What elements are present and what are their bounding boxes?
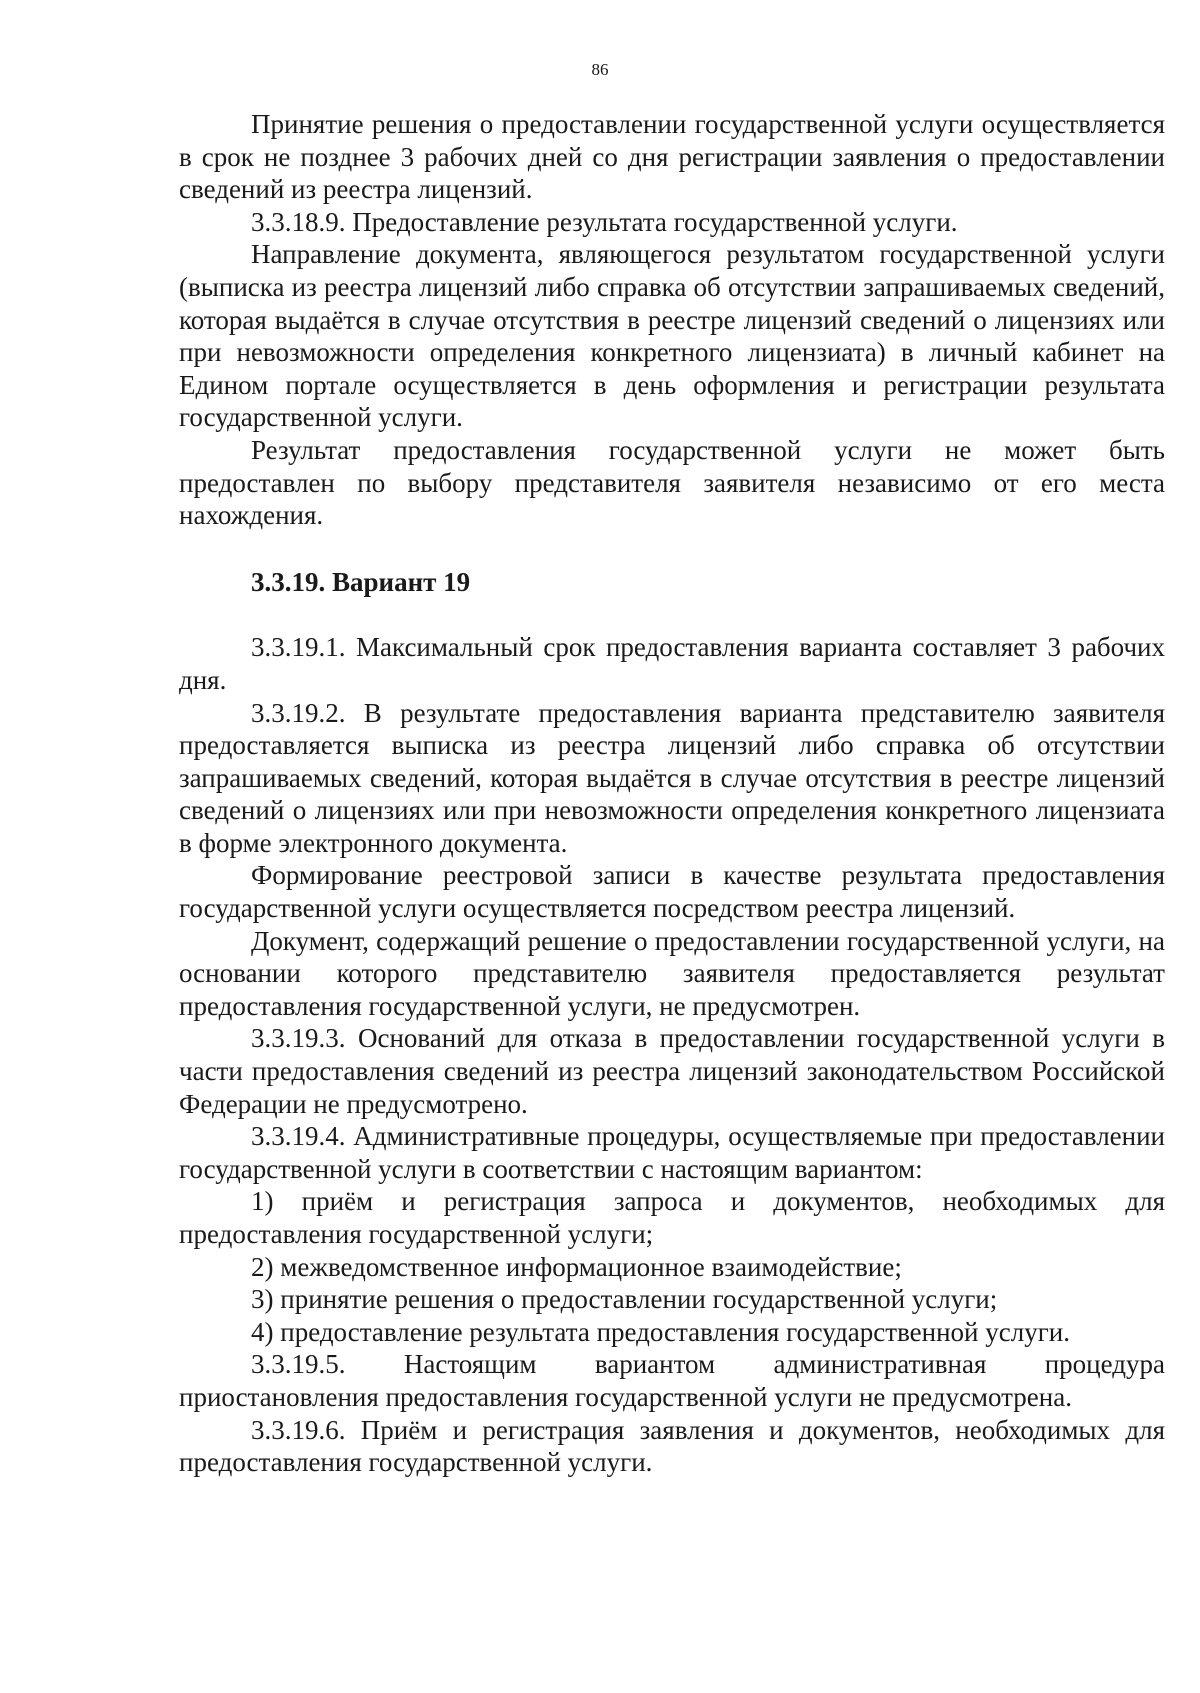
list-item: 2) межведомственное информационное взаимодействие; — [251, 1251, 902, 1282]
section-heading: 3.3.19. Вариант 19 — [251, 566, 471, 597]
paragraph: 3.3.19.3. Оснований для отказа в предоставлении государственной услуги в части предоставления сведений из реестра лицензий законодательством Российской Федерации не предусмотрено. — [179, 1023, 1165, 1119]
subsection-title: 3.3.18.9. Предоставление результата государственной услуги. — [251, 206, 958, 237]
paragraph: 3.3.19.1. Максимальный срок предоставления варианта составляет 3 рабочих дня. — [179, 632, 1165, 695]
paragraph: Формирование реестровой записи в качестве результата предоставления государственной услуги осуществляется посредством реестра лицензий. — [179, 860, 1165, 924]
page-number: 86 — [591, 60, 609, 79]
paragraph: 3.3.19.6. Приём и регистрация заявления и документов, необходимых для предоставления государственной услуги. — [179, 1414, 1165, 1478]
list-item: 1) приём и регистрация запроса и документов, необходимых для предоставления государственной услуги; — [179, 1186, 1165, 1249]
list-item: 4) предоставление результата предоставления государственной услуги. — [251, 1316, 1070, 1347]
paragraph: 3.3.19.5. Настоящим вариантом административная процедура приостановления предоставления государственной услуги не предусмотрена. — [179, 1349, 1165, 1412]
paragraph: 3.3.19.2. В результате предоставления варианта представителю заявителя предоставляется выписка из реестра лицензий либо справка об отсутствии запрашиваемых сведений, которая выдаётся в случае отсутствия в реестре лицензий сведений о лицензиях или при невозможности определения конкретного лицензиата в форме электронного документа. — [179, 697, 1165, 858]
paragraph: Результат предоставления государственной услуги не может быть предоставлен по выбору представителя заявителя независимо от его места нахождения. — [179, 434, 1165, 531]
paragraph: 3.3.19.4. Административные процедуры, осуществляемые при предоставлении государственной услуги в соответствии с настоящим вариантом: — [179, 1121, 1165, 1184]
paragraph: Направление документа, являющегося результатом государственной услуги (выписка из реестра лицензий либо справка об отсутствии запрашиваемых сведений, которая выдаётся в случае отсутствия в реестре лицензий сведений о лицензиях или при невозможности определения конкретного лицензиата) в личный кабинет на Едином портале осуществляется в день оформления и регистрации результата государственной услуги. — [179, 239, 1165, 433]
document-body — [179, 108, 1165, 1479]
paragraph: Принятие решения о предоставлении государственной услуги осуществляется в срок не позднее 3 рабочих дней со дня регистрации заявления о предоставлении сведений из реестра лицензий. — [179, 109, 1165, 205]
paragraph: Документ, содержащий решение о предоставлении государственной услуги, на основании которого представителю заявителя предоставляется результат предоставления государственной услуги, не предусмотрен. — [179, 925, 1165, 1021]
list-item: 3) принятие решения о предоставлении государственной услуги; — [251, 1284, 998, 1315]
